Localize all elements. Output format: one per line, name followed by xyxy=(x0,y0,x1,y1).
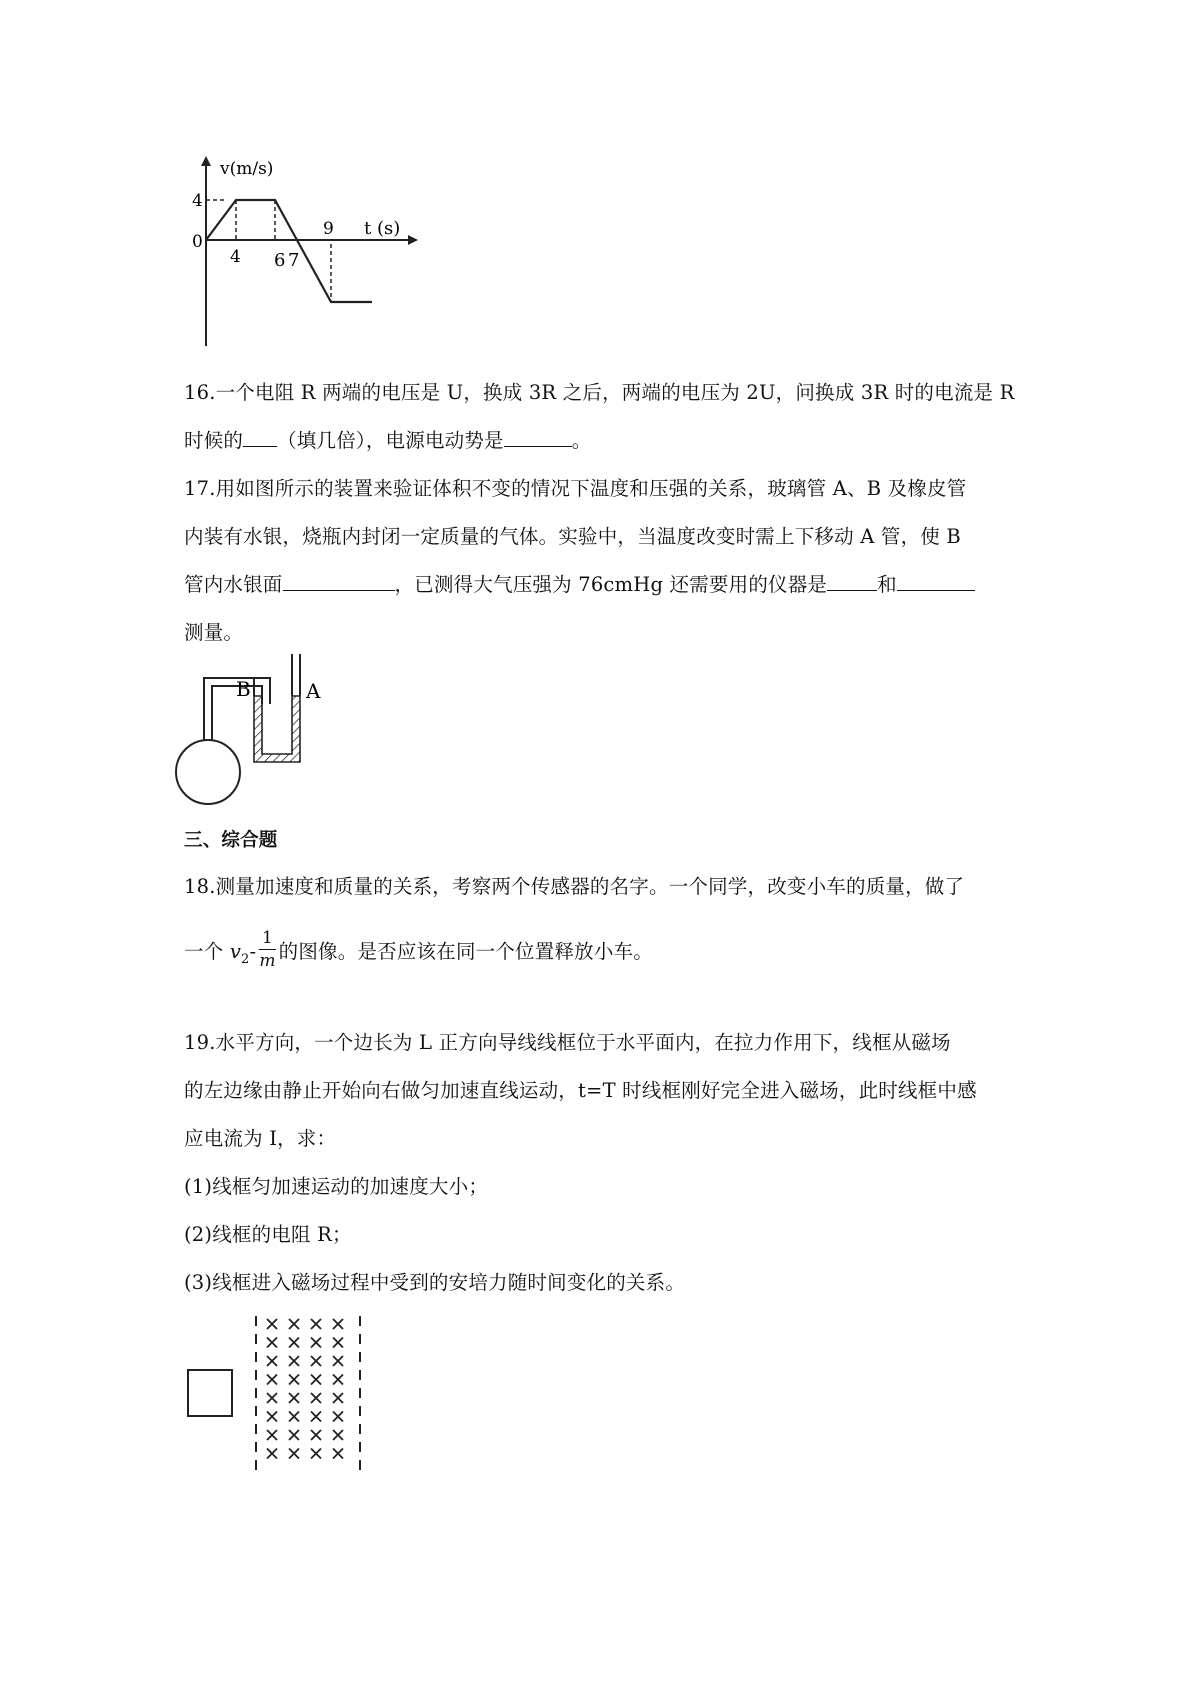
field-cross-icon xyxy=(289,1430,299,1440)
q18-v-subscript: 2 xyxy=(241,951,250,967)
field-cross-icon xyxy=(333,1449,343,1459)
field-cross-icon xyxy=(289,1449,299,1459)
q18-v-symbol: v xyxy=(229,940,242,963)
q17-line4: 测量。 xyxy=(184,621,244,644)
x-tick-6: 6 xyxy=(274,250,286,271)
q16-text-a: 时候的 xyxy=(184,429,244,452)
y-tick-4: 4 xyxy=(192,191,203,211)
q16-text-b: （填几倍），电源电动势是 xyxy=(277,429,504,452)
q19-part3: (3)线框进入磁场过程中受到的安培力随时间变化的关系。 xyxy=(184,1271,686,1294)
q18-line2 xyxy=(184,930,653,975)
q17-line1: 17.用如图所示的装置来验证体积不变的情况下温度和压强的关系，玻璃管 A、B 及橡皮管 xyxy=(184,477,967,500)
tube-b-label: B xyxy=(236,677,251,701)
field-cross-icon xyxy=(333,1338,343,1348)
q17-blank-instrument2 xyxy=(897,572,975,591)
field-cross-icon xyxy=(333,1430,343,1440)
q19-part2: (2)线框的电阻 R； xyxy=(184,1223,352,1246)
field-cross-icon xyxy=(333,1412,343,1422)
origin-label: 0 xyxy=(192,232,203,252)
field-cross-icon xyxy=(267,1356,277,1366)
field-cross-icon xyxy=(267,1319,277,1329)
field-cross-icon xyxy=(311,1430,321,1440)
q19-line2: 的左边缘由静止开始向右做匀加速直线运动，t=T 时线框刚好完全进入磁场，此时线框中感 xyxy=(184,1079,977,1102)
field-cross-icon xyxy=(267,1412,277,1422)
q17-blank-level xyxy=(283,572,395,591)
field-cross-icon xyxy=(289,1412,299,1422)
x-axis-arrow xyxy=(408,235,418,245)
field-cross-icon xyxy=(311,1338,321,1348)
velocity-time-graph xyxy=(186,156,446,356)
field-cross-icon xyxy=(289,1393,299,1403)
x-tick-4: 4 xyxy=(230,247,241,267)
q16-line2 xyxy=(184,428,591,454)
q17-text-a: 管内水银面 xyxy=(184,573,283,596)
field-cross-icon xyxy=(333,1375,343,1385)
q19-part1: (1)线框匀加速运动的加速度大小； xyxy=(184,1175,489,1198)
field-cross-icon xyxy=(333,1319,343,1329)
q17-line2: 内装有水银，烧瓶内封闭一定质量的气体。实验中，当温度改变时需上下移动 A 管，使 B xyxy=(184,525,961,548)
q18-dash: - xyxy=(249,940,257,963)
apparatus-diagram xyxy=(168,654,348,814)
wire-frame-square xyxy=(188,1370,232,1416)
q17-text-b: ，已测得大气压强为 76cmHg 还需要用的仪器是 xyxy=(394,573,828,596)
q18-fraction xyxy=(259,927,275,972)
y-axis-label: v(m/s) xyxy=(220,159,274,179)
field-cross-icon xyxy=(267,1449,277,1459)
magnetic-field-diagram xyxy=(186,1312,376,1472)
field-cross-icon xyxy=(289,1338,299,1348)
field-cross-icon xyxy=(311,1393,321,1403)
tube-a-label: A xyxy=(306,679,321,703)
field-cross-icon xyxy=(333,1393,343,1403)
field-cross-icon xyxy=(267,1393,277,1403)
field-cross-icon xyxy=(311,1449,321,1459)
q18-fraction-denominator: m xyxy=(259,951,276,971)
field-cross-icon xyxy=(311,1319,321,1329)
field-cross-icon xyxy=(289,1375,299,1385)
field-crosses xyxy=(267,1319,343,1459)
x-tick-9: 9 xyxy=(323,219,334,239)
q18-text-a: 一个 xyxy=(184,940,224,963)
field-cross-icon xyxy=(311,1375,321,1385)
q17-blank-instrument1 xyxy=(827,572,877,591)
q19-line1: 19.水平方向，一个边长为 L 正方向导线线框位于水平面内，在拉力作用下，线框从磁场 xyxy=(184,1031,951,1054)
x-tick-7: 7 xyxy=(288,250,300,271)
field-cross-icon xyxy=(289,1356,299,1366)
q18-text-b: 的图像。是否应该在同一个位置释放小车。 xyxy=(278,940,653,963)
q16-blank-multiple xyxy=(243,428,277,447)
field-cross-icon xyxy=(311,1412,321,1422)
field-cross-icon xyxy=(267,1375,277,1385)
q18-line1: 18.测量加速度和质量的关系，考察两个传感器的名字。一个同学，改变小车的质量，做了 xyxy=(184,875,965,898)
q16-blank-emf xyxy=(504,428,572,447)
q17-text-c: 和 xyxy=(877,573,897,596)
x-axis-label: t (s) xyxy=(364,218,401,239)
q19-line3: 应电流为 I，求： xyxy=(184,1127,337,1150)
flask xyxy=(176,740,240,804)
q18-fraction-numerator: 1 xyxy=(259,927,275,950)
section-3-heading: 三、综合题 xyxy=(184,830,278,851)
q16-text-c: 。 xyxy=(571,429,592,452)
y-axis-arrow xyxy=(201,156,211,166)
field-cross-icon xyxy=(267,1430,277,1440)
field-cross-icon xyxy=(311,1356,321,1366)
field-cross-icon xyxy=(289,1319,299,1329)
field-cross-icon xyxy=(267,1338,277,1348)
field-cross-icon xyxy=(333,1356,343,1366)
q16-line1: 16.一个电阻 R 两端的电压是 U，换成 3R 之后，两端的电压为 2U，问换成 3R 时的电流是 R xyxy=(184,381,1015,404)
q17-line3 xyxy=(184,572,975,598)
